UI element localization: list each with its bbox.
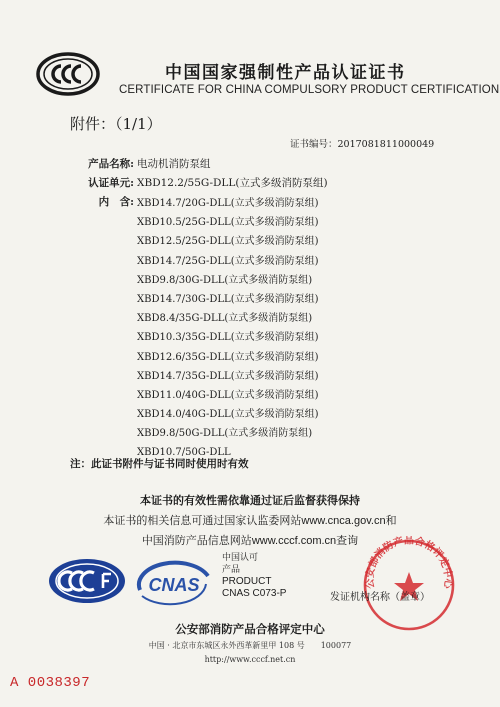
- cnas-logo-icon: [134, 560, 214, 606]
- ccc-logo-icon: [36, 52, 100, 96]
- cnas-logo-text: CNAS: [148, 575, 200, 595]
- issuing-authority: 公安部消防产品合格评定中心: [175, 622, 325, 636]
- list-item: XBD10.7/50G-DLL: [137, 447, 231, 459]
- list-item: XBD14.7/35G-DLL(立式多级消防泵组): [137, 370, 319, 382]
- authority-address: 中国 · 北京市东城区永外西革新里甲 108 号 100077: [148, 641, 352, 650]
- contents-label: 内 含:: [98, 196, 134, 208]
- list-item: XBD12.6/35G-DLL(立式多级消防泵组): [137, 351, 319, 363]
- certificate-title-en: CERTIFICATE FOR CHINA COMPULSORY PRODUCT CERTIFICATION: [119, 84, 500, 96]
- accreditation-line: 产品: [222, 565, 241, 575]
- list-item: XBD10.3/35G-DLL(立式多级消防泵组): [137, 332, 319, 344]
- accreditation-line: 中国认可: [222, 553, 259, 563]
- list-item: XBD14.0/40G-DLL(立式多级消防泵组): [137, 409, 319, 421]
- query-statement-line1: [0, 512, 500, 528]
- list-item: XBD14.7/25G-DLL(立式多级消防泵组): [137, 255, 319, 267]
- accreditation-line: PRODUCT: [222, 576, 272, 587]
- product-name-label: 产品名称:: [88, 158, 134, 170]
- list-item: XBD9.8/30G-DLL(立式多级消防泵组): [137, 274, 313, 286]
- product-name-value: 电动机消防泵组: [137, 158, 211, 170]
- list-item: XBD10.5/25G-DLL(立式多级消防泵组): [137, 217, 319, 229]
- cnca-link[interactable]: www.cnca.gov.cn: [301, 515, 386, 527]
- cccf-logo-icon: [46, 556, 128, 606]
- cert-unit-value: XBD12.2/55G-DLL(立式多级消防泵组): [137, 177, 328, 189]
- validity-note: 注：此证书附件与证书同时使用时有效: [70, 458, 249, 470]
- validity-statement: 本证书的有效性需依靠通过证后监督获得保持: [140, 494, 360, 507]
- accreditation-mark: [222, 552, 286, 600]
- cccf-link[interactable]: www.cccf.com.cn: [251, 535, 337, 547]
- list-item: XBD14.7/30G-DLL(立式多级消防泵组): [137, 293, 319, 305]
- attachment-label: 附件：（1/1）: [70, 115, 162, 133]
- query-text: 和: [385, 514, 397, 527]
- list-item: XBD9.8/50G-DLL(立式多级消防泵组): [137, 428, 313, 440]
- query-text: 中国消防产品信息网站: [141, 534, 252, 547]
- authority-website[interactable]: http://www.cccf.net.cn: [204, 655, 296, 664]
- issuer-label: 发证机构名称（盖章）: [330, 592, 430, 603]
- cert-unit-label: 认证单元:: [88, 177, 134, 189]
- certificate-title-cn: 中国国家强制性产品认证证书: [165, 63, 406, 83]
- contents-list: [137, 194, 319, 463]
- seal-ring-text: 公安部消防产品合格评定中心: [364, 536, 454, 590]
- list-item: XBD12.5/25G-DLL(立式多级消防泵组): [137, 236, 319, 248]
- list-item: XBD14.7/20G-DLL(立式多级消防泵组): [137, 198, 319, 209]
- query-text: 本证书的相关信息可通过国家认监委网站: [103, 514, 302, 527]
- query-text: 查询: [336, 534, 359, 547]
- serial-number: A 0038397: [10, 675, 91, 691]
- official-seal-icon: [360, 536, 458, 634]
- list-item: XBD11.0/40G-DLL(立式多级消防泵组): [137, 389, 319, 401]
- list-item: XBD8.4/35G-DLL(立式多级消防泵组): [137, 313, 313, 325]
- certificate-number: 证书编号：2017081811000049: [290, 139, 435, 150]
- accreditation-line: CNAS C073-P: [222, 588, 287, 599]
